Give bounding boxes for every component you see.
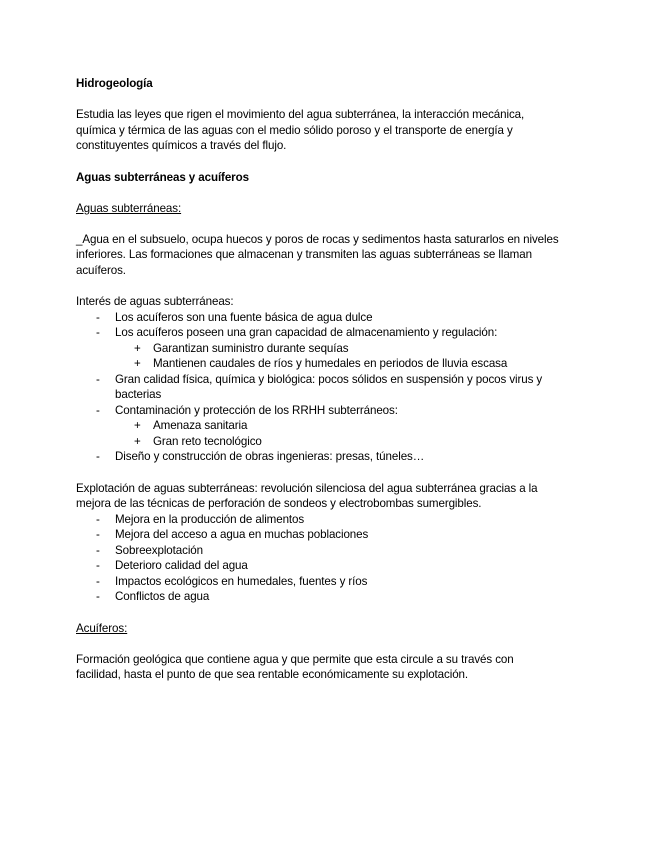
list-item: Mejora del acceso a agua en muchas poblaciones — [115, 528, 369, 541]
list-item: Sobreexplotación — [115, 544, 203, 557]
list-bullet-dash: - — [96, 311, 100, 324]
list-bullet-dash: - — [96, 404, 100, 417]
document-title: Hidrogeología — [76, 77, 153, 90]
subheading-aguas-subterraneas: Aguas subterráneas: — [76, 202, 182, 215]
list-bullet-plus: + — [134, 357, 141, 370]
intro-line-1: Estudia las leyes que rigen el movimiento del agua subterránea, la interacción mecánica, — [76, 108, 525, 121]
list-item: Los acuíferos son una fuente básica de agua dulce — [115, 311, 373, 324]
list-item: Los acuíferos poseen una gran capacidad de almacenamiento y regulación: — [115, 326, 498, 339]
list-bullet-plus: + — [134, 435, 141, 448]
aguas-def-line-3: acuíferos. — [76, 264, 126, 277]
list-item: Deterioro calidad del agua — [115, 559, 248, 572]
list-item: Mejora en la producción de alimentos — [115, 513, 305, 526]
list-bullet-dash: - — [96, 373, 100, 386]
list-item: Diseño y construcción de obras ingenieras: presas, túneles… — [115, 450, 425, 463]
list-bullet-dash: - — [96, 575, 100, 588]
list-bullet-dash: - — [96, 559, 100, 572]
list-bullet-dash: - — [96, 544, 100, 557]
list-bullet-dash: - — [96, 528, 100, 541]
list-bullet-dash: - — [96, 513, 100, 526]
sub-list-item: Gran reto tecnológico — [153, 435, 262, 448]
subheading-acuiferos: Acuíferos: — [76, 622, 128, 635]
aguas-def-line-2: inferiores. Las formaciones que almacenan y transmiten las aguas subterráneas se llaman — [76, 248, 532, 261]
list-bullet-dash: - — [96, 450, 100, 463]
sub-list-item: Mantienen caudales de ríos y humedales en periodos de lluvia escasa — [153, 357, 508, 370]
list-bullet-dash: - — [96, 590, 100, 603]
sub-list-item: Garantizan suministro durante sequías — [153, 342, 349, 355]
aguas-def-line-1: _Agua en el subsuelo, ocupa huecos y poros de rocas y sedimentos hasta saturarlos en niveles — [76, 233, 559, 246]
explotacion-line-2: mejora de las técnicas de perforación de sondeos y electrobombas sumergibles. — [76, 497, 482, 510]
explotacion-line-1: Explotación de aguas subterráneas: revolución silenciosa del agua subterránea gracias a la — [76, 482, 538, 495]
intro-line-2: química y térmica de las aguas con el medio sólido poroso y el transporte de energía y — [76, 124, 513, 137]
list-bullet-plus: + — [134, 342, 141, 355]
sub-list-item: Amenaza sanitaria — [153, 419, 248, 432]
interes-heading: Interés de aguas subterráneas: — [76, 295, 234, 308]
list-item: Conflictos de agua — [115, 590, 210, 603]
list-item: Contaminación y protección de los RRHH subterráneos: — [115, 404, 398, 417]
intro-line-3: constituyentes químicos a través del flujo. — [76, 139, 287, 152]
acuiferos-def-line-1: Formación geológica que contiene agua y que permite que esta circule a su través con — [76, 653, 514, 666]
list-bullet-plus: + — [134, 419, 141, 432]
list-item: Gran calidad física, química y biológica: pocos sólidos en suspensión y pocos virus y — [115, 373, 543, 386]
list-bullet-dash: - — [96, 326, 100, 339]
list-item: Impactos ecológicos en humedales, fuentes y ríos — [115, 575, 368, 588]
acuiferos-def-line-2: facilidad, hasta el punto de que sea rentable económicamente su explotación. — [76, 668, 469, 681]
section-heading-aguas-acuiferos: Aguas subterráneas y acuíferos — [76, 171, 249, 184]
list-item-continuation: bacterias — [115, 388, 162, 401]
